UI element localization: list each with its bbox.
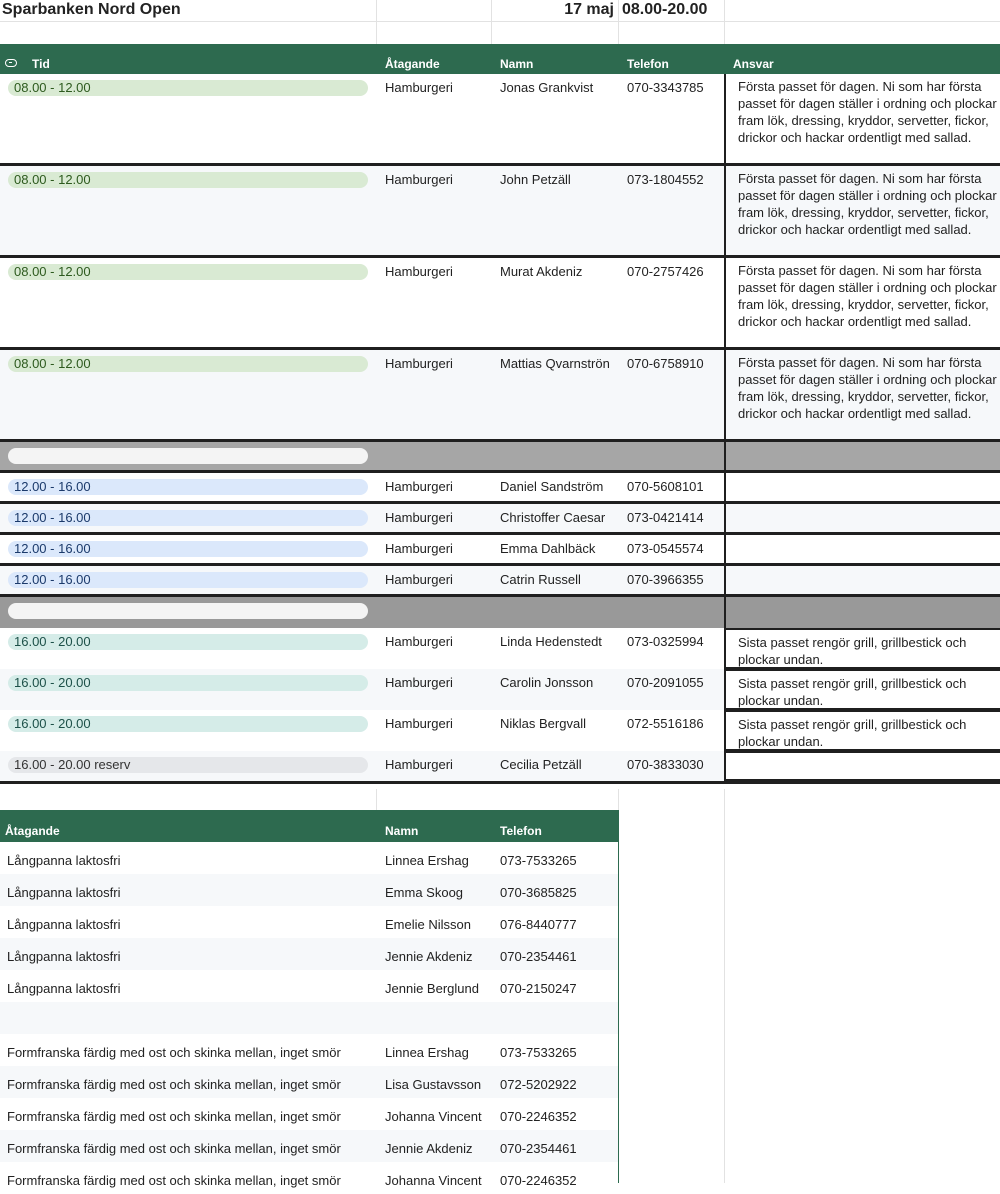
task-cell[interactable]: Formfranska färdig med ost och skinka mellan, inget smör [7, 1077, 341, 1092]
phone-cell[interactable]: 073-0325994 [627, 634, 704, 649]
phone-cell[interactable]: 070-6758910 [627, 356, 704, 371]
phone-cell[interactable]: 070-3966355 [627, 572, 704, 587]
separator-row[interactable] [0, 442, 1000, 473]
table-row[interactable] [0, 669, 1000, 710]
empty-chip[interactable] [8, 448, 368, 464]
responsibility-cell[interactable]: Första passet för dagen. Ni som har första passet för dagen ställer i ordning och plockar fram lök, dressing, kryddor, servetter, fickor, drickor och hackar ordentligt med sallad. [724, 74, 1000, 163]
task-cell[interactable]: Hamburgeri [385, 541, 453, 556]
responsibility-cell[interactable]: Första passet för dagen. Ni som har första passet för dagen ställer i ordning och plockar fram lök, dressing, kryddor, servetter, fickor, drickor och hackar ordentligt med sallad. [724, 350, 1000, 439]
name-cell[interactable]: Lisa Gustavsson [385, 1077, 482, 1092]
name-cell[interactable]: Catrin Russell [500, 572, 581, 587]
table-row[interactable] [0, 74, 1000, 166]
col-namn[interactable]: Namn [385, 824, 419, 838]
table-row[interactable] [0, 1162, 618, 1194]
table-row[interactable] [0, 1098, 618, 1130]
grid-line [724, 789, 725, 1183]
col-ansvar[interactable]: Ansvar [733, 57, 774, 71]
time-chip[interactable]: 12.00 - 16.00 [8, 479, 368, 495]
name-cell[interactable]: Linnea Ershag [385, 1045, 469, 1060]
grid-line [0, 21, 1000, 22]
phone-cell[interactable]: 073-1804552 [627, 172, 704, 187]
col-tid[interactable]: Tid [32, 57, 50, 71]
responsibility-cell[interactable] [724, 442, 1000, 470]
phone-cell[interactable]: 073-7533265 [500, 1045, 577, 1060]
name-cell[interactable]: Cecilia Petzäll [500, 757, 582, 772]
responsibility-cell[interactable] [724, 535, 1000, 563]
table-row[interactable] [0, 628, 1000, 669]
table-row[interactable] [0, 166, 1000, 258]
task-cell[interactable]: Hamburgeri [385, 172, 453, 187]
table-row[interactable] [0, 535, 1000, 566]
responsibility-cell[interactable] [724, 597, 1000, 628]
name-cell[interactable]: Christoffer Caesar [500, 510, 606, 525]
name-cell[interactable]: Daniel Sandström [500, 479, 604, 494]
phone-cell[interactable]: 070-2150247 [500, 981, 577, 996]
name-cell[interactable]: Jennie Akdeniz [385, 949, 473, 964]
task-cell[interactable]: Långpanna laktosfri [7, 949, 121, 964]
task-cell[interactable]: Långpanna laktosfri [7, 981, 121, 996]
table-row[interactable] [0, 842, 618, 874]
schedule-header-row [0, 44, 1000, 74]
name-cell[interactable]: Johanna Vincent [385, 1173, 482, 1188]
task-cell[interactable]: Hamburgeri [385, 510, 453, 525]
table-row[interactable] [0, 970, 618, 1002]
col-atagande[interactable]: Åtagande [5, 824, 60, 838]
col-telefon[interactable]: Telefon [627, 57, 669, 71]
separator-row[interactable] [0, 597, 1000, 628]
dropdown-chip-icon[interactable] [5, 59, 17, 67]
responsibility-cell[interactable]: Sista passet rengör grill, grillbestick och plockar undan. [724, 710, 1000, 751]
name-cell[interactable]: Jennie Berglund [385, 981, 479, 996]
name-cell[interactable]: Murat Akdeniz [500, 264, 583, 279]
phone-cell[interactable]: 070-2757426 [627, 264, 704, 279]
responsibility-cell[interactable]: Första passet för dagen. Ni som har första passet för dagen ställer i ordning och plockar fram lök, dressing, kryddor, servetter, fickor, drickor och hackar ordentligt med sallad. [724, 166, 1000, 255]
phone-cell[interactable]: 070-2354461 [500, 1141, 577, 1156]
task-cell[interactable]: Hamburgeri [385, 716, 453, 731]
task-cell[interactable]: Formfranska färdig med ost och skinka mellan, inget smör [7, 1109, 341, 1124]
responsibility-cell[interactable]: Sista passet rengör grill, grillbestick och plockar undan. [724, 669, 1000, 710]
name-cell[interactable]: Emma Dahlbäck [500, 541, 596, 556]
responsibility-cell[interactable] [724, 566, 1000, 594]
name-cell[interactable]: Niklas Bergvall [500, 716, 586, 731]
time-chip[interactable]: 08.00 - 12.00 [8, 172, 368, 188]
name-cell[interactable]: Johanna Vincent [385, 1109, 482, 1124]
phone-cell[interactable]: 070-5608101 [627, 479, 704, 494]
task-cell[interactable]: Hamburgeri [385, 356, 453, 371]
time-chip[interactable]: 16.00 - 20.00 [8, 675, 368, 691]
name-cell[interactable]: Jonas Grankvist [500, 80, 594, 95]
baking-table [0, 810, 619, 1188]
responsibility-cell[interactable]: Första passet för dagen. Ni som har första passet för dagen ställer i ordning och plockar fram lök, dressing, kryddor, servetter, fickor, drickor och hackar ordentligt med sallad. [724, 258, 1000, 347]
schedule-table [0, 44, 1000, 784]
time-chip[interactable]: 08.00 - 12.00 [8, 80, 368, 96]
phone-cell[interactable]: 070-3833030 [627, 757, 704, 772]
table-row[interactable] [0, 473, 1000, 504]
time-chip[interactable]: 16.00 - 20.00 reserv [8, 757, 368, 773]
grid-line [376, 0, 377, 44]
responsibility-cell[interactable] [724, 751, 1000, 781]
name-cell[interactable]: Mattias Qvarnströn [500, 356, 610, 371]
col-telefon[interactable]: Telefon [500, 824, 542, 838]
responsibility-cell[interactable] [724, 473, 1000, 501]
name-cell[interactable]: Carolin Jonsson [500, 675, 594, 690]
name-cell[interactable]: Linnea Ershag [385, 853, 469, 868]
time-chip[interactable]: 16.00 - 20.00 [8, 716, 368, 732]
phone-cell[interactable]: 072-5516186 [627, 716, 704, 731]
task-cell[interactable]: Formfranska färdig med ost och skinka mellan, inget smör [7, 1173, 341, 1188]
table-row[interactable] [0, 710, 1000, 751]
phone-cell[interactable]: 073-0421414 [627, 510, 704, 525]
time-chip[interactable]: 12.00 - 16.00 [8, 541, 368, 557]
col-atagande[interactable]: Åtagande [385, 57, 440, 71]
table-row[interactable] [0, 938, 618, 970]
grid-line [724, 0, 725, 44]
empty-chip[interactable] [8, 603, 368, 619]
grid-line [618, 0, 619, 44]
phone-cell[interactable]: 073-7533265 [500, 853, 577, 868]
name-cell[interactable]: Emelie Nilsson [385, 917, 471, 932]
phone-cell[interactable]: 070-2354461 [500, 949, 577, 964]
col-namn[interactable]: Namn [500, 57, 534, 71]
task-cell[interactable]: Formfranska färdig med ost och skinka mellan, inget smör [7, 1141, 341, 1156]
name-cell[interactable]: John Petzäll [500, 172, 571, 187]
task-cell[interactable]: Hamburgeri [385, 634, 453, 649]
phone-cell[interactable]: 072-5202922 [500, 1077, 577, 1092]
grid-line [376, 789, 377, 810]
task-cell[interactable]: Hamburgeri [385, 757, 453, 772]
table-row[interactable] [0, 350, 1000, 442]
table-row[interactable] [0, 566, 1000, 597]
table-row[interactable] [0, 1034, 618, 1066]
responsibility-cell[interactable]: Sista passet rengör grill, grillbestick och plockar undan. [724, 628, 1000, 669]
task-cell[interactable]: Långpanna laktosfri [7, 853, 121, 868]
table-row[interactable] [0, 874, 618, 906]
table-row[interactable] [0, 751, 1000, 784]
phone-cell[interactable]: 070-2246352 [500, 1173, 577, 1188]
time-chip[interactable]: 16.00 - 20.00 [8, 634, 368, 650]
time-chip[interactable]: 08.00 - 12.00 [8, 264, 368, 280]
phone-cell[interactable]: 070-2246352 [500, 1109, 577, 1124]
phone-cell[interactable]: 073-0545574 [627, 541, 704, 556]
table-row[interactable] [0, 1130, 618, 1162]
time-chip[interactable]: 12.00 - 16.00 [8, 510, 368, 526]
task-cell[interactable]: Hamburgeri [385, 264, 453, 279]
responsibility-cell[interactable] [724, 504, 1000, 532]
task-cell[interactable]: Långpanna laktosfri [7, 917, 121, 932]
event-date: 17 maj [564, 1, 614, 18]
sheet-title: Sparbanken Nord Open [2, 1, 181, 18]
name-cell[interactable]: Jennie Akdeniz [385, 1141, 473, 1156]
event-hours: 08.00-20.00 [622, 1, 708, 18]
phone-cell[interactable]: 070-3685825 [500, 885, 577, 900]
task-cell[interactable]: Hamburgeri [385, 479, 453, 494]
table-row[interactable] [0, 1002, 618, 1034]
phone-cell[interactable]: 076-8440777 [500, 917, 577, 932]
table-row[interactable] [0, 258, 1000, 350]
table-row[interactable] [0, 504, 1000, 535]
name-cell[interactable]: Linda Hedenstedt [500, 634, 602, 649]
table-row[interactable] [0, 1066, 618, 1098]
table-row[interactable] [0, 906, 618, 938]
time-chip[interactable]: 08.00 - 12.00 [8, 356, 368, 372]
time-chip[interactable]: 12.00 - 16.00 [8, 572, 368, 588]
task-cell[interactable]: Hamburgeri [385, 675, 453, 690]
phone-cell[interactable]: 070-3343785 [627, 80, 704, 95]
task-cell[interactable]: Hamburgeri [385, 572, 453, 587]
task-cell[interactable]: Långpanna laktosfri [7, 885, 121, 900]
task-cell[interactable]: Formfranska färdig med ost och skinka mellan, inget smör [7, 1045, 341, 1060]
name-cell[interactable]: Emma Skoog [385, 885, 464, 900]
phone-cell[interactable]: 070-2091055 [627, 675, 704, 690]
baking-header-row [0, 810, 618, 842]
task-cell[interactable]: Hamburgeri [385, 80, 453, 95]
